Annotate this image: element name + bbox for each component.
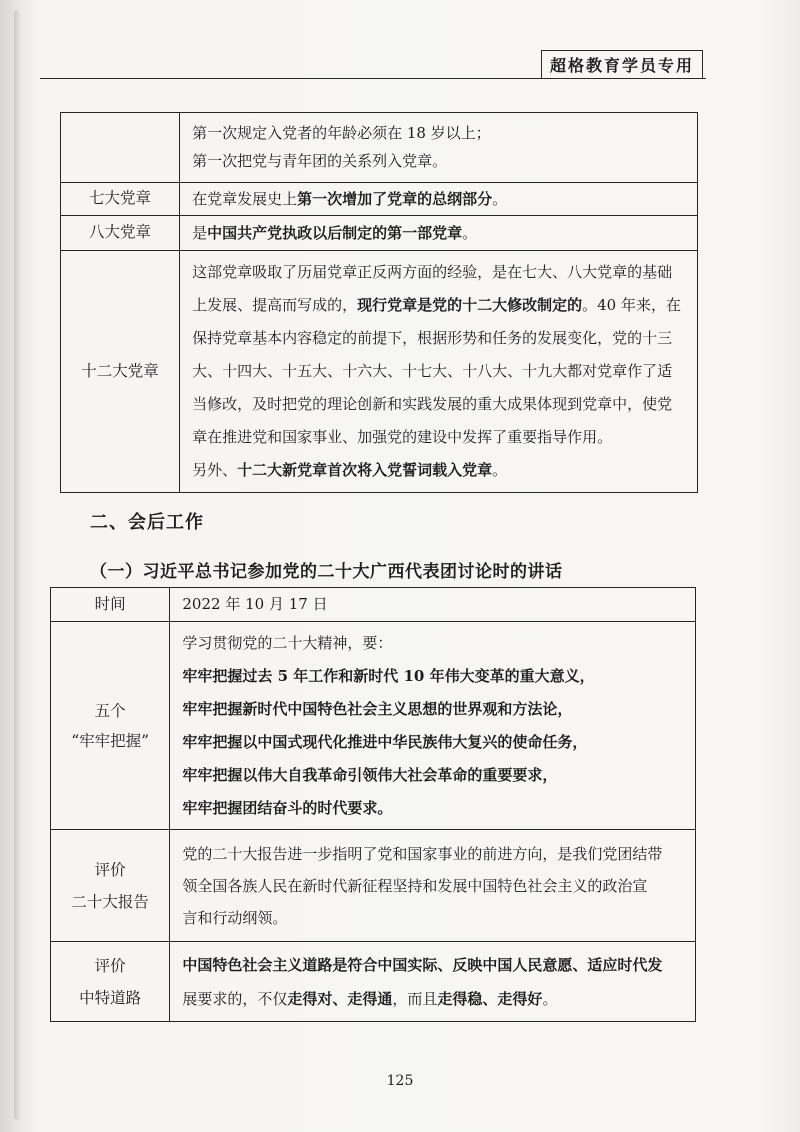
row-label xyxy=(51,942,170,1022)
header-badge: 超格教育学员专用 xyxy=(541,50,703,79)
header-rule xyxy=(40,78,706,79)
table-row xyxy=(61,113,698,183)
content-line: 第一次规定入党者的年龄必须在 18 岁以上； xyxy=(192,124,491,142)
content-line: 当修改，及时把党的理论创新和实践发展的重大成果体现到党章中，使党 xyxy=(192,395,673,413)
constitution-table xyxy=(60,112,698,493)
row-content xyxy=(180,251,698,493)
table-row xyxy=(61,183,698,216)
row-label xyxy=(61,113,180,183)
content-line: 牢牢把握以中国式现代化推进中华民族伟大复兴的使命任务， xyxy=(182,732,588,751)
content-line: 另外、十二大新党章首次将入党誓词载入党章。 xyxy=(192,461,508,479)
speech-table xyxy=(50,587,696,1022)
book-spine-shadow xyxy=(14,10,20,1120)
row-label xyxy=(51,830,170,942)
content-line: 言和行动纲领。 xyxy=(182,908,288,927)
row-label: 七大党章 xyxy=(61,183,180,216)
content-line: 牢牢把握过去 5 年工作和新时代 10 年伟大变革的重大意义， xyxy=(182,666,595,685)
label-line: 五个 xyxy=(94,701,126,720)
content-line: 牢牢把握团结奋斗的时代要求。 xyxy=(182,798,393,817)
table-row xyxy=(51,622,696,830)
content-line: 是中国共产党执政以后制定的第一部党章。 xyxy=(192,223,478,242)
subsection-title: （一）习近平总书记参加党的二十大广西代表团讨论时的讲话 xyxy=(90,562,563,582)
time-label: 时间 xyxy=(51,588,170,622)
row-label xyxy=(51,622,170,830)
content-line: 上发展、提高而写成的，现行党章是党的十二大修改制定的。40 年来，在 xyxy=(192,296,681,314)
table-row xyxy=(51,588,696,622)
content-line: 领全国各族人民在新时代新征程坚持和发展中国特色社会主义的政治宣 xyxy=(182,876,648,895)
table-row xyxy=(61,251,698,493)
row-content xyxy=(170,622,696,830)
table-row xyxy=(51,942,696,1022)
content-line: 章在推进党和国家事业、加强党的建设中发挥了重要指导作用。 xyxy=(192,428,613,446)
content-line: 牢牢把握以伟大自我革命引领伟大社会革命的重要要求， xyxy=(182,765,558,784)
row-content xyxy=(180,216,698,251)
content-line: 第一次把党与青年团的关系列入党章。 xyxy=(192,152,448,170)
content-line: 牢牢把握新时代中国特色社会主义思想的世界观和方法论， xyxy=(182,699,573,718)
content-line: 学习贯彻党的二十大精神，要： xyxy=(182,633,393,652)
row-content xyxy=(170,830,696,942)
table-row xyxy=(51,830,696,942)
label-line: 二十大报告 xyxy=(71,892,149,911)
row-content xyxy=(180,183,698,216)
time-value: 2022 年 10 月 17 日 xyxy=(170,588,696,622)
label-line: 评价 xyxy=(94,860,126,879)
label-line: 评价 xyxy=(94,956,126,975)
content-line: 大、十四大、十五大、十六大、十七大、十八大、十九大都对党章作了适 xyxy=(192,362,673,380)
row-label: 八大党章 xyxy=(61,216,180,251)
content-line: 展要求的，不仅走得对、走得通，而且走得稳、走得好。 xyxy=(182,989,558,1008)
label-line: “牢牢把握” xyxy=(71,731,150,750)
content-line: 党的二十大报告进一步指明了党和国家事业的前进方向，是我们党团结带 xyxy=(182,844,663,863)
page-number: 125 xyxy=(386,1073,414,1089)
row-content xyxy=(180,113,698,183)
content-line: 保持党章基本内容稳定的前提下，根据形势和任务的发展变化，党的十三 xyxy=(192,329,673,347)
section-title: 二、会后工作 xyxy=(90,512,204,533)
content-line: 在党章发展史上第一次增加了党章的总纲部分。 xyxy=(192,189,508,208)
row-content xyxy=(170,942,696,1022)
content-line: 这部党章吸取了历届党章正反两方面的经验，是在七大、八大党章的基础 xyxy=(192,263,673,281)
row-label: 十二大党章 xyxy=(61,251,180,493)
table-row xyxy=(61,216,698,251)
content-line: 中国特色社会主义道路是符合中国实际、反映中国人民意愿、适应时代发 xyxy=(182,955,663,974)
label-line: 中特道路 xyxy=(79,988,142,1007)
